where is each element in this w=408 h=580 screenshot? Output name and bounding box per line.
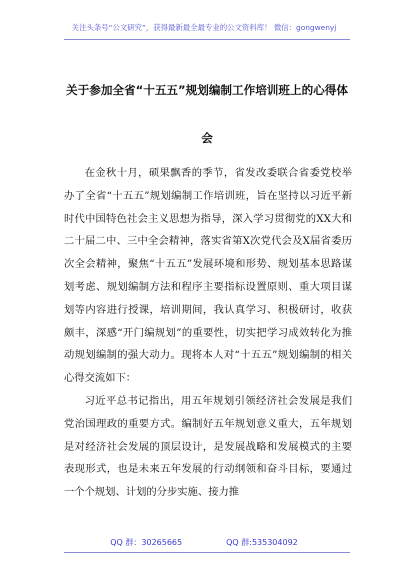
document-title-line-1: 关于参加全省“十五五”规划编制工作培训班上的心得体 [66,83,348,97]
document-title-line-2: 会 [201,131,213,145]
body-paragraph-1: 在金秋十月，硕果飘香的季节，省发改委联合省委党校举办了全省“十五五”规划编制工作培训班，旨在坚持以习近平新时代中国特色社会主义思想为指导，深入学习贯彻党的XX大和二十届二中、三中全会精神，落实省第X次党代会及X届省委历次全会精神，聚焦“十五五”发展环境和形势、规划基本思路谋划考虑、规划编制方法和程序主要指标设置原则、重大项目谋划等内容进行授课，培训期间，我认真学习、积极研讨，收获颇丰，深感“开门编规划”的重要性，切实把学习成效转化为推动规划编制的强大动力。现将本人对“十五五”规划编制的相关心得交流如下： [64,167,352,385]
footer-contact [0,537,408,548]
header-banner: 关注头条号“公文研究”，获得最新最全最专业的公文资料库！ 微信：gongwenyj [71,23,337,32]
body-paragraph-2: 习近平总书记指出，用五年规划引领经济社会发展是我们党治国理政的重要方式。编制好五年规划意义重大，五年规划是对经济社会发展的顶层设计，是发展战略和发展模式的主要表现形式，也是未来五年发展的行动纲领和奋斗目标，要通过一个个规划、计划的分步实施、接力推 [64,394,352,499]
footer-qq-group-1: QQ 群：30265665 [110,538,183,547]
document-body [64,162,352,504]
footer-qq-group-2: QQ 群:535304092 [226,538,298,547]
header-divider [64,39,350,40]
footer-divider [64,552,350,553]
document-title [62,66,352,162]
